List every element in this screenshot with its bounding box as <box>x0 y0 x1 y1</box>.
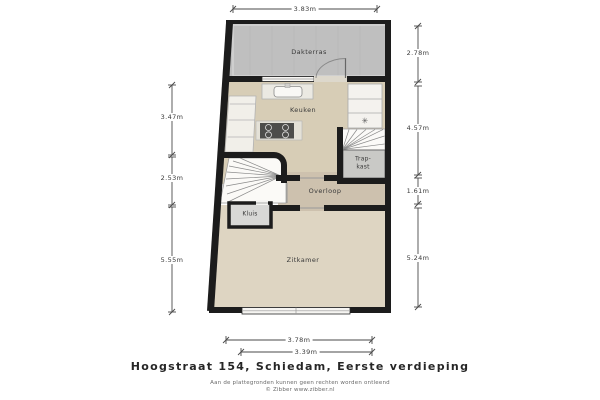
wall-trapkast-bottom <box>337 178 391 184</box>
dimension-label-right-kitchen: 4.57m <box>406 124 430 132</box>
dimension-label-left-upper: 3.47m <box>160 113 184 121</box>
dimension-label-top: 3.83m <box>293 5 317 13</box>
dimension-label-bottom-inner: 3.39m <box>294 348 318 356</box>
sink-faucet <box>285 84 290 88</box>
room-label-zitkamer: Zitkamer <box>286 256 320 264</box>
room-label-keuken: Keuken <box>289 106 317 114</box>
window-south <box>242 308 350 315</box>
floorplan-title: Hoogstraat 154, Schiedam, Eerste verdieping <box>130 360 470 373</box>
wall-top <box>226 20 391 24</box>
dimension-label-left-lower: 5.55m <box>160 256 184 264</box>
sink <box>274 87 302 98</box>
wall-overloop-zitkamer-a <box>270 205 300 211</box>
wall-stairwell-top <box>219 152 274 158</box>
credit-text: © Zibber www.zibber.nl <box>265 387 335 393</box>
dimension-label-bottom-outer: 3.78m <box>287 336 311 344</box>
dimension-label-right-landing: 1.61m <box>406 187 430 195</box>
dimension-label-right-terrace: 2.78m <box>406 49 430 57</box>
wall-overloop-zitkamer-b <box>324 205 388 211</box>
wall-keuken-overloop-a <box>276 175 300 181</box>
dimension-label-left-middle: 2.53m <box>160 174 184 182</box>
washing-machine-icon: ✳ <box>361 116 369 125</box>
room-label-trapkast-line2: kast <box>356 163 370 170</box>
dim-left-middle <box>168 157 176 208</box>
room-label-trapkast-line1: Trap- <box>355 155 371 163</box>
room-label-kluis: Kluis <box>242 210 258 218</box>
stove <box>260 123 294 139</box>
dimension-label-right-livingroom: 5.24m <box>406 254 430 262</box>
room-label-overloop: Overloop <box>308 186 342 195</box>
wall-keuken-overloop-b <box>324 175 340 181</box>
kitchen-counter-left <box>225 96 256 152</box>
disclaimer-text: Aan de plattegronden kunnen geen rechten worden ontleend <box>210 380 390 386</box>
window-north <box>262 77 314 82</box>
room-label-dakterras: Dakterras <box>291 48 327 56</box>
dim-right-kitchen <box>414 86 422 178</box>
wall-right <box>385 20 391 313</box>
